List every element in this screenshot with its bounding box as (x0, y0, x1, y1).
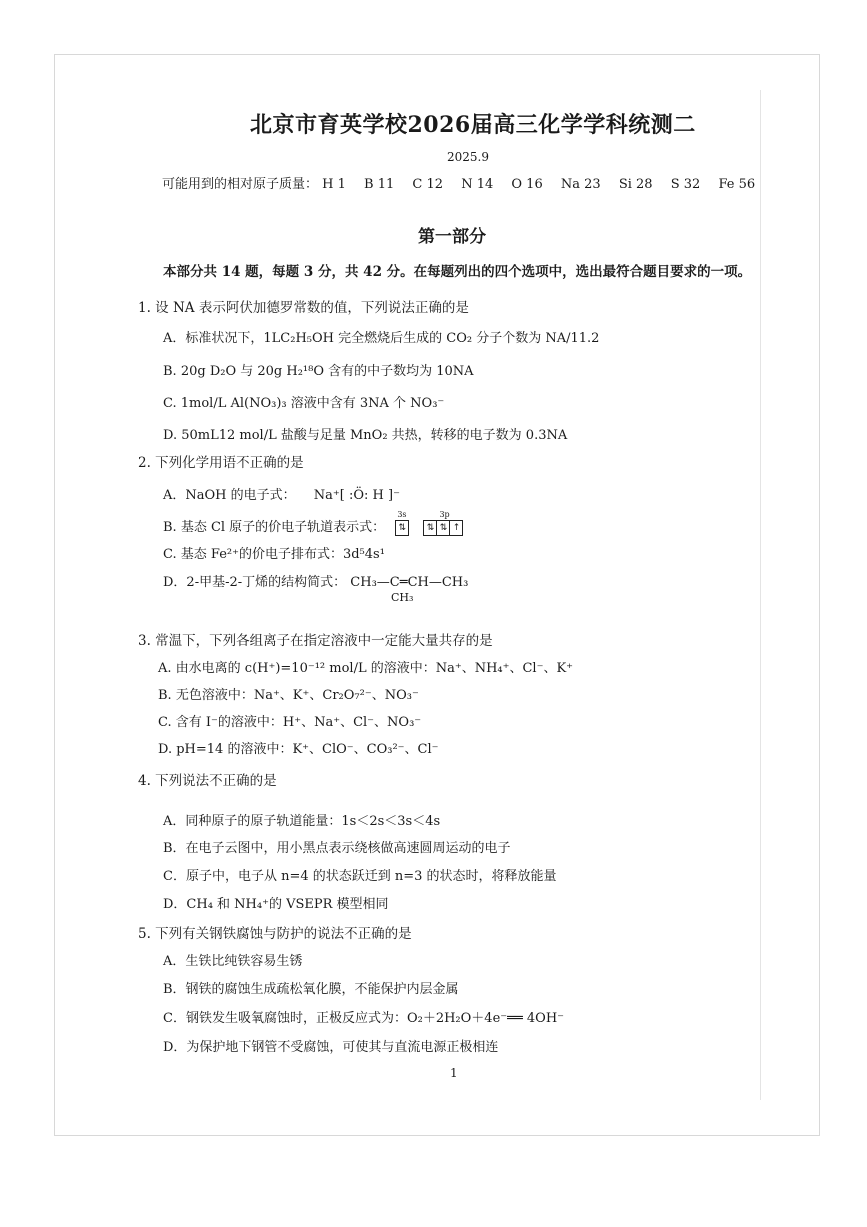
question-5-option-c: C．钢铁发生吸氧腐蚀时，正极反应式为：O₂＋2H₂O＋4e⁻══ 4OH⁻ (163, 1011, 565, 1026)
question-4-option-a: A．同种原子的原子轨道能量：1s＜2s＜3s＜4s (163, 814, 441, 829)
question-4-option-b: B．在电子云图中，用小黑点表示绕核做高速圆周运动的电子 (163, 841, 511, 856)
question-3-option-d: D. pH=14 的溶液中：K⁺、ClO⁻、CO₃²⁻、Cl⁻ (158, 742, 439, 757)
question-4-stem: 4. 下列说法不正确的是 (138, 773, 277, 789)
structural-formula: CH₃—C═CH—CH₃ (350, 575, 469, 590)
question-2-option-b (163, 509, 463, 536)
orbital-box: ⇅ (424, 521, 437, 535)
option-b-label: B. 基态 Cl 原子的价电子轨道表示式： (163, 520, 386, 535)
question-5-option-b: B．钢铁的腐蚀生成疏松氧化膜，不能保护内层金属 (163, 982, 459, 997)
orbital-box: ↑ (452, 522, 461, 533)
question-2-stem: 2. 下列化学用语不正确的是 (138, 455, 304, 471)
methyl-branch: CH₃ (391, 591, 414, 604)
question-5-option-d: D．为保护地下钢管不受腐蚀，可使其与直流电源正极相连 (163, 1040, 499, 1055)
orbital-box: ⇅ (437, 521, 450, 535)
part-intro: 本部分共 14 题，每题 3 分，共 42 分。在每题列出的四个选项中，选出最符合题目要求的一项。 (163, 264, 752, 280)
atomic-masses (162, 173, 769, 192)
question-5-stem: 5. 下列有关钢铁腐蚀与防护的说法不正确的是 (138, 926, 412, 942)
atom-mass: B 11 (364, 177, 395, 192)
orbital-3p (423, 509, 463, 536)
question-3-stem: 3. 常温下，下列各组离子在指定溶液中一定能大量共存的是 (138, 633, 493, 649)
atom-mass: Na 23 (560, 177, 601, 192)
exam-date: 2025.9 (447, 150, 489, 164)
part-title: 第一部分 (418, 227, 486, 247)
question-3-option-b: B. 无色溶液中：Na⁺、K⁺、Cr₂O₇²⁻、NO₃⁻ (158, 688, 419, 703)
orbital-3s (395, 509, 409, 536)
question-1-option-d: D. 50mL12 mol/L 盐酸与足量 MnO₂ 共热，转移的电子数为 0.3NA (163, 428, 568, 443)
question-4-option-c: C．原子中，电子从 n=4 的状态跃迁到 n=3 的状态时，将释放能量 (163, 869, 557, 884)
atom-mass: O 16 (511, 177, 543, 192)
question-1-option-a: A．标准状况下，1LC₂H₅OH 完全燃烧后生成的 CO₂ 分子个数为 NA/11.2 (163, 331, 600, 346)
option-d-label: D．2-甲基-2-丁烯的结构简式： (163, 575, 347, 590)
atom-mass: Fe 56 (718, 177, 756, 192)
page-number: 1 (450, 1066, 458, 1080)
question-3-option-c: C. 含有 I⁻的溶液中：H⁺、Na⁺、Cl⁻、NO₃⁻ (158, 715, 422, 730)
atom-mass: N 14 (461, 177, 494, 192)
question-1-option-b: B. 20g D₂O 与 20g H₂¹⁸O 含有的中子数均为 10NA (163, 364, 474, 379)
option-a-label: A．NaOH 的电子式： (163, 488, 296, 503)
question-5-option-a: A．生铁比纯铁容易生锈 (163, 954, 303, 969)
orbital-3s-label: 3s (397, 509, 407, 519)
orbital-3p-label: 3p (439, 509, 450, 519)
question-1-option-c: C. 1mol/L Al(NO₃)₃ 溶液中含有 3NA 个 NO₃⁻ (163, 396, 445, 411)
question-4-option-d: D．CH₄ 和 NH₄⁺的 VSEPR 模型相同 (163, 897, 389, 912)
question-2-option-d (163, 571, 468, 590)
atom-mass: H 1 (322, 177, 346, 192)
question-2-option-c: C. 基态 Fe²⁺的价电子排布式：3d⁵4s¹ (163, 547, 385, 562)
atom-mass: Si 28 (618, 177, 653, 192)
page-edge-line (760, 90, 761, 1100)
exam-sheet (54, 54, 820, 1136)
orbital-box-group (395, 520, 409, 536)
naoh-electron-formula: Na⁺[ :Ö: H ]⁻ (313, 488, 400, 503)
exam-title: 北京市育英学校2026届高三化学学科统测二 (250, 112, 696, 138)
atomic-masses-label: 可能用到的相对原子质量： (162, 177, 319, 192)
orbital-box: ⇅ (398, 522, 407, 533)
atom-mass: S 32 (670, 177, 701, 192)
question-2-option-a (163, 484, 400, 503)
question-3-option-a: A. 由水电离的 c(H⁺)=10⁻¹² mol/L 的溶液中：Na⁺、NH₄⁺、Cl⁻、K⁺ (158, 661, 574, 676)
orbital-box-group (423, 520, 463, 536)
atom-mass: C 12 (412, 177, 444, 192)
question-1-stem: 1. 设 NA 表示阿伏加德罗常数的值，下列说法正确的是 (138, 300, 469, 316)
